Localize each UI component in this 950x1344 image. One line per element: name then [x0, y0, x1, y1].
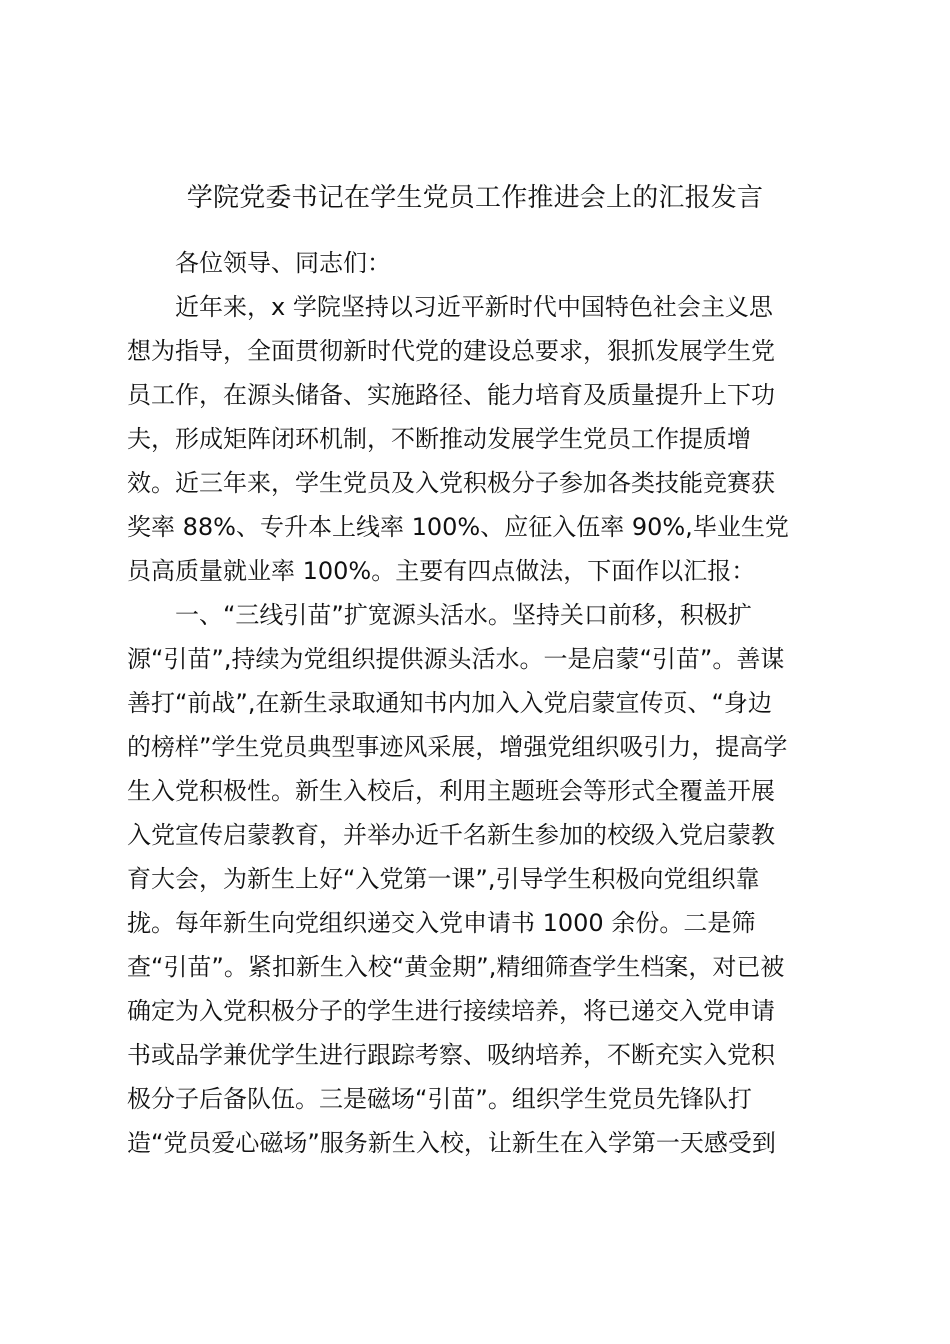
paragraph-line: 员高质量就业率 100%。主要有四点做法，下面作以汇报： — [127, 557, 756, 585]
paragraph-line: 员工作，在源头储备、实施路径、能力培育及质量提升上下功 — [127, 381, 775, 409]
paragraph-line: 确定为入党积极分子的学生进行接续培养，将已递交入党申请 — [127, 997, 775, 1025]
paragraph-line: 拢。每年新生向党组织递交入党申请书 1000 余份。二是筛 — [127, 909, 756, 937]
paragraph-line: 源“引苗”,持续为党组织提供源头活水。一是启蒙“引苗”。善谋 — [127, 645, 785, 673]
paragraph-line: 生入党积极性。新生入校后，利用主题班会等形式全覆盖开展 — [127, 777, 775, 805]
paragraph-line: 查“引苗”。紧扣新生入校“黄金期”,精细筛查学生档案，对已被 — [127, 953, 785, 981]
paragraph-line: 的榜样”学生党员典型事迹风采展，增强党组织吸引力，提高学 — [127, 733, 788, 761]
document-body — [127, 241, 827, 1165]
document-title: 学院党委书记在学生党员工作推进会上的汇报发言 — [186, 183, 764, 213]
paragraph-line: 善打“前战”,在新生录取通知书内加入入党启蒙宣传页、“身边 — [127, 689, 772, 717]
paragraph-line: 书或品学兼优学生进行跟踪考察、吸纳培养，不断充实入党积 — [127, 1041, 775, 1069]
paragraph-line: 奖率 88%、专升本上线率 100%、应征入伍率 90%,毕业生党 — [127, 513, 789, 541]
paragraph-line: 各位领导、同志们： — [175, 249, 391, 277]
paragraph-line: 想为指导，全面贯彻新时代党的建设总要求，狠抓发展学生党 — [127, 337, 775, 365]
paragraph-line: 极分子后备队伍。三是磁场“引苗”。组织学生党员先锋队打 — [127, 1085, 752, 1113]
paragraph-line: 效。近三年来，学生党员及入党积极分子参加各类技能竞赛获 — [127, 469, 775, 497]
paragraph-line: 造“党员爱心磁场”服务新生入校，让新生在入学第一天感受到 — [127, 1129, 776, 1157]
paragraph-line: 入党宣传启蒙教育，并举办近千名新生参加的校级入党启蒙教 — [127, 821, 775, 849]
paragraph-line: 一、“三线引苗”扩宽源头活水。坚持关口前移，积极扩 — [175, 601, 752, 629]
paragraph-line: 育大会，为新生上好“入党第一课”,引导学生积极向党组织靠 — [127, 865, 760, 893]
paragraph-line: 夫，形成矩阵闭环机制，不断推动发展学生党员工作提质增 — [127, 425, 751, 453]
paragraph-line: 近年来，x 学院坚持以习近平新时代中国特色社会主义思 — [175, 293, 773, 321]
